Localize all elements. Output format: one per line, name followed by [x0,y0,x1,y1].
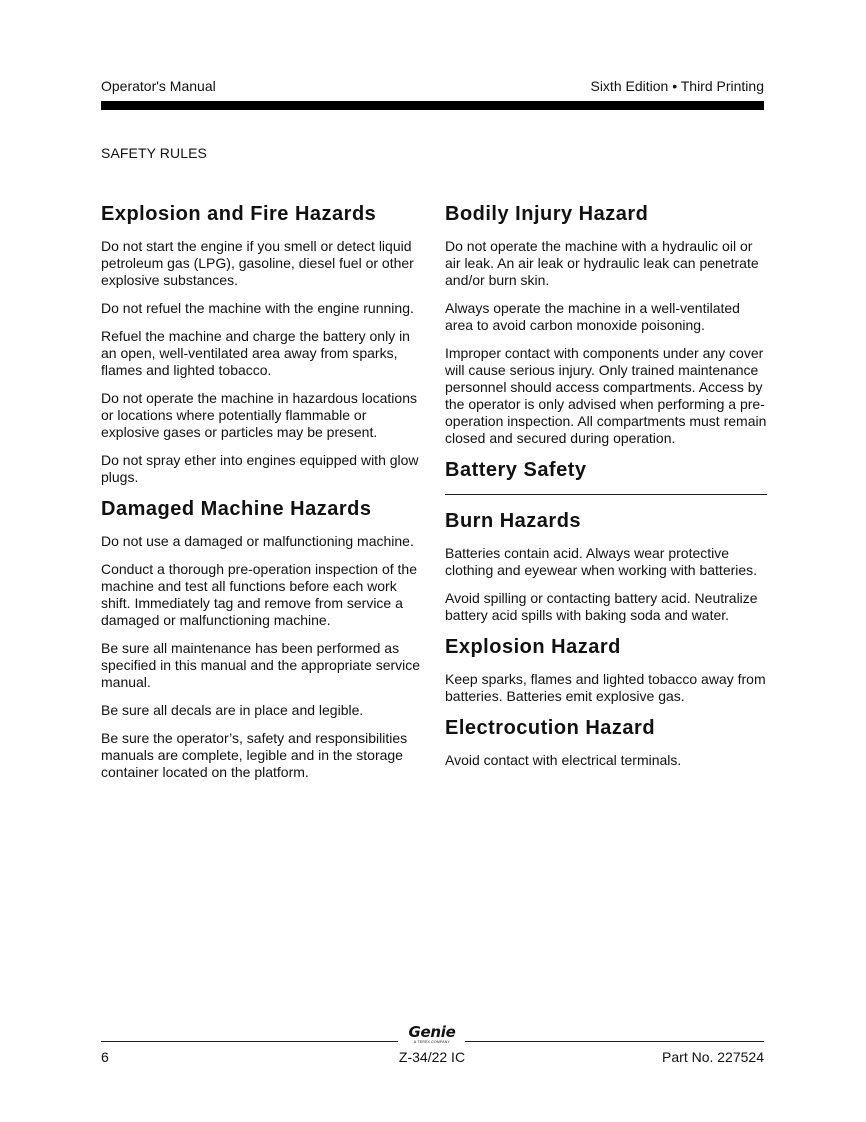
paragraph: Avoid contact with electrical terminals. [445,752,682,768]
paragraph: Always operate the machine in a well-ventilated area to avoid carbon monoxide poisoning. [445,300,740,333]
explosion-hazard-heading: Explosion Hazard [445,636,621,658]
paragraph: Do not refuel the machine with the engine running. [101,300,414,316]
model-number: Z-34/22 IC [398,1049,466,1065]
damaged-machine-heading: Damaged Machine Hazards [101,498,372,520]
paragraph: Conduct a thorough pre-operation inspection of the machine and test all functions before each work shift. Immediately tag and remove from service a damaged or malfunctioning machine. [101,561,417,628]
logo-wordmark: Genie [408,1023,456,1041]
bodily-injury-heading: Bodily Injury Hazard [445,203,649,225]
paragraph: Be sure all decals are in place and legible. [101,702,364,718]
paragraph: Do not use a damaged or malfunctioning machine. [101,533,414,549]
paragraph: Do not spray ether into engines equipped with glow plugs. [101,452,419,485]
paragraph: Be sure the operator’s, safety and responsibilities manuals are complete, legible and in the storage container located on the platform. [101,730,408,780]
paragraph: Keep sparks, flames and lighted tobacco away from batteries. Batteries emit explosive gas. [445,671,766,704]
section-label: SAFETY RULES [101,145,207,161]
paragraph: Avoid spilling or contacting battery acid. Neutralize battery acid spills with baking soda and water. [445,590,758,623]
footer-rule-right [465,1041,764,1042]
paragraph: Do not operate the machine in hazardous locations or locations where potentially flammable or explosive gases or particles may be present. [101,390,417,440]
right-column [445,202,767,780]
part-number: Part No. 227524 [662,1049,764,1065]
footer-rule-left [101,1041,398,1042]
paragraph: Batteries contain acid. Always wear protective clothing and eyewear when working with batteries. [445,545,758,578]
paragraph: Refuel the machine and charge the battery only in an open, well-ventilated area away from sparks, flames and lighted tobacco. [101,328,410,378]
paragraph: Improper contact with components under any cover will cause serious injury. Only trained maintenance personnel should access compartments. Access by the operator is only advised when performing a pre-operation inspection. All compartments must remain closed and secured during operation. [445,345,767,446]
paragraph: Do not operate the machine with a hydraulic oil or air leak. An air leak or hydraulic leak can penetrate and/or burn skin. [445,238,759,288]
explosion-fire-heading: Explosion and Fire Hazards [101,203,377,225]
header-rule [101,101,764,110]
electrocution-hazard-heading: Electrocution Hazard [445,717,656,739]
page-number: 6 [101,1049,109,1065]
battery-safety-heading: Battery Safety [445,459,587,481]
paragraph: Be sure all maintenance has been performed as specified in this manual and the appropriate service manual. [101,640,421,690]
genie-logo [405,1025,459,1045]
header-left-text: Operator's Manual [101,78,216,94]
section-rule [445,494,767,495]
left-column [101,202,421,792]
header-right-text: Sixth Edition • Third Printing [590,78,764,94]
burn-hazards-heading: Burn Hazards [445,510,582,532]
logo-subtext: A TEREX COMPANY [413,1040,451,1044]
paragraph: Do not start the engine if you smell or detect liquid petroleum gas (LPG), gasoline, diesel fuel or other explosive substances. [101,238,414,288]
